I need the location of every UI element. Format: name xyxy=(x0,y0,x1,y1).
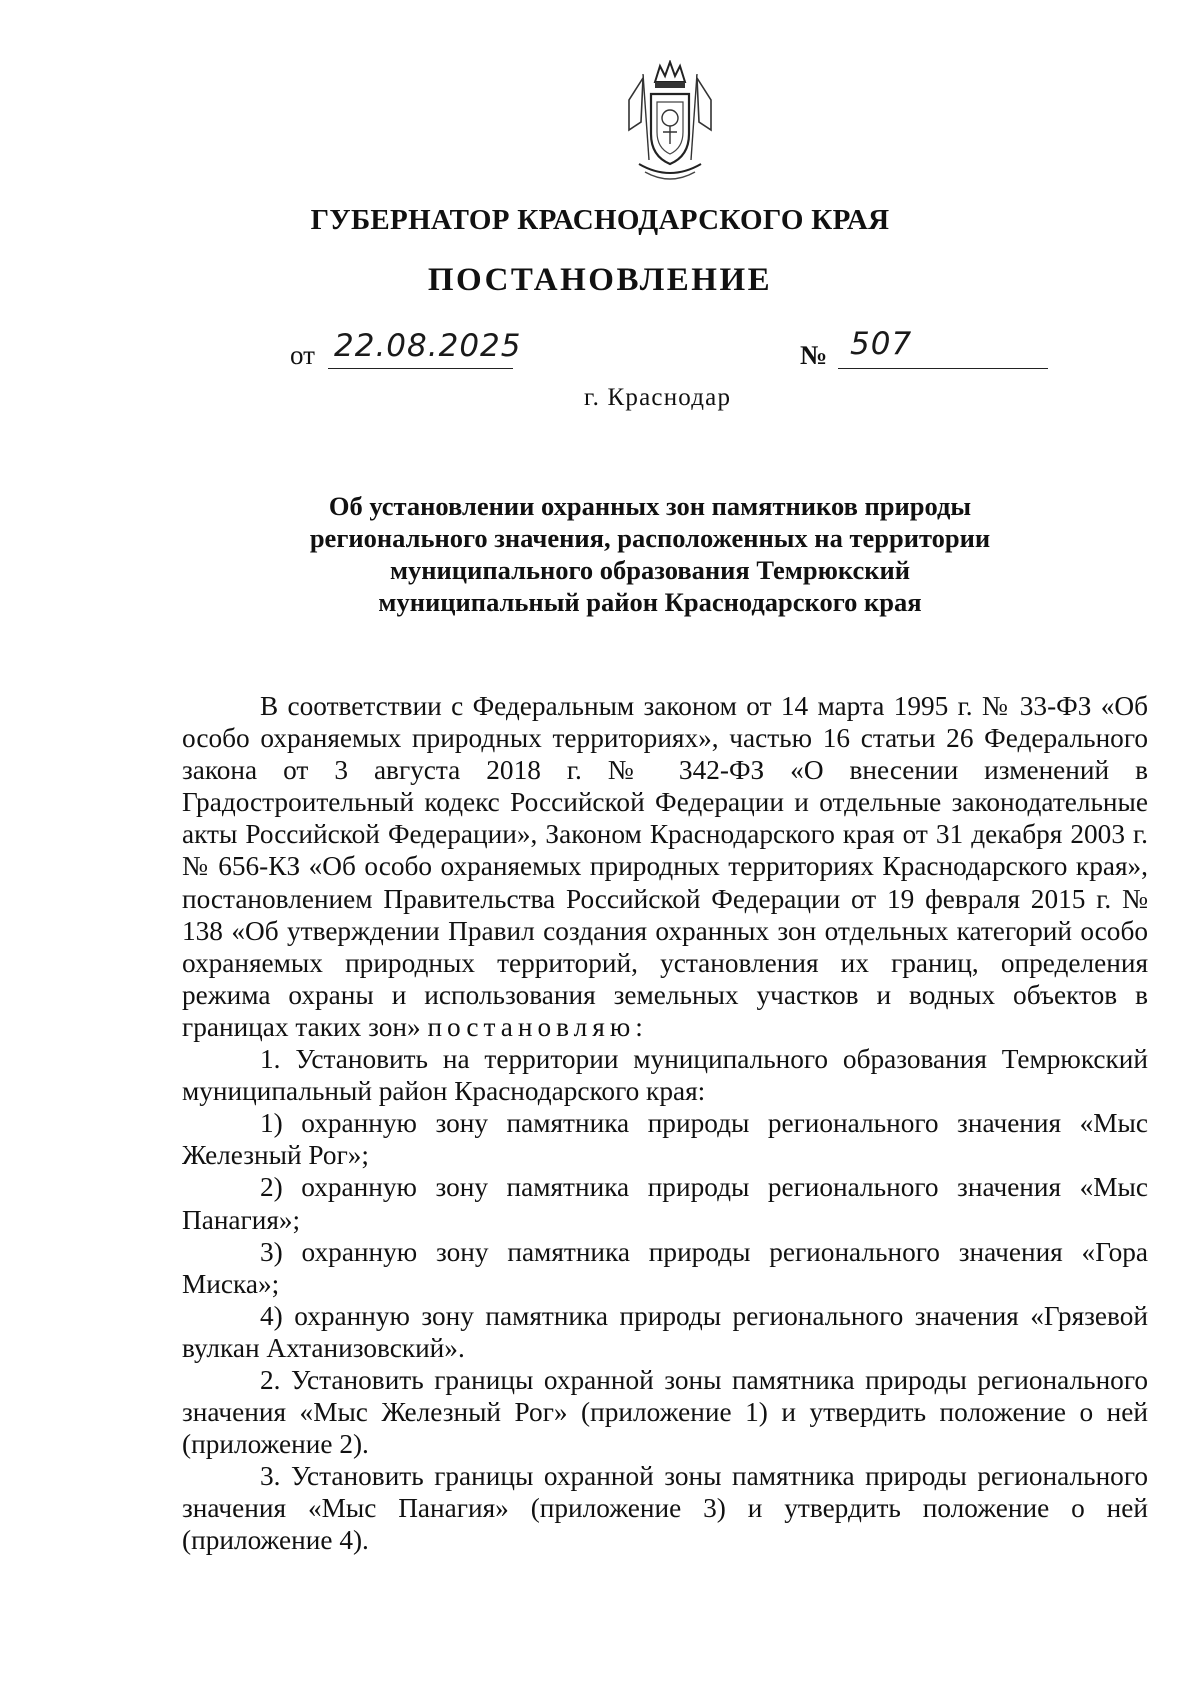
title-line: муниципального образования Темрюкский xyxy=(389,555,911,585)
date-underline xyxy=(328,368,513,369)
body-paragraph: 1. Установить на территории муниципального образования Темрюкский муниципальный район Краснодарского края: xyxy=(182,1044,1148,1107)
document-type-heading: ПОСТАНОВЛЕНИЕ xyxy=(427,262,773,298)
date-prefix: от xyxy=(290,340,315,370)
document-number: 507 xyxy=(850,326,913,362)
preamble-text: В соответствии с Федеральным законом от 14 марта 1995 г. № 33-ФЗ «Об особо охраняемых природных территориях», частью 16 статьи 26 Федерального закона от 3 августа 2018 г. № 342-ФЗ «О внесении изменений в Градостроительный кодекс Российской Федерации и отдельные законодательные акты Российской Федерации», Законом Краснодарского края от 31 декабря 2003 г. № 656-КЗ «Об особо охраняемых природных территориях Краснодарского края», постановлением Правительства Российской Федерации от 19 февраля 2015 г. № 138 «Об утверждении Правил создания охранных зон отдельных категорий особо охраняемых природных территорий, установления их границ, определения режима охраны и использования земельных участков и водных объектов в границах таких зон» xyxy=(182,691,1148,1042)
coat-of-arms-icon xyxy=(625,60,715,184)
body-paragraph: 1) охранную зону памятника природы регионального значения «Мыс Железный Рог»; xyxy=(182,1108,1148,1171)
decree-word: постановляю: xyxy=(427,1011,648,1042)
preamble-paragraph xyxy=(182,690,1148,1043)
document-body xyxy=(182,690,1148,1557)
city-label: г. Краснодар xyxy=(584,384,732,411)
title-line: регионального значения, расположенных на территории xyxy=(309,523,991,553)
body-paragraph: 3. Установить границы охранной зоны памятника природы регионального значения «Мыс Панагия» (приложение 3) и утвердить положение о ней (приложение 4). xyxy=(182,1461,1148,1556)
date-number-line xyxy=(290,322,1050,372)
document-title xyxy=(250,490,1050,618)
number-sign: № xyxy=(800,340,828,370)
body-paragraph: 3) охранную зону памятника природы регионального значения «Гора Миска»; xyxy=(182,1236,1148,1299)
title-line: муниципальный район Краснодарского края xyxy=(378,587,922,617)
document-date: 22.08.2025 xyxy=(334,328,522,364)
body-paragraph: 2. Установить границы охранной зоны памятника природы регионального значения «Мыс Железный Рог» (приложение 1) и утвердить положение о ней (приложение 2). xyxy=(182,1364,1148,1460)
body-paragraph: 2) охранную зону памятника природы регионального значения «Мыс Панагия»; xyxy=(182,1172,1148,1235)
number-underline xyxy=(838,368,1048,369)
authority-heading: ГУБЕРНАТОР КРАСНОДАРСКОГО КРАЯ xyxy=(310,204,890,236)
title-line: Об установлении охранных зон памятников природы xyxy=(328,491,972,521)
body-paragraph: 4) охранную зону памятника природы регионального значения «Грязевой вулкан Ахтанизовский». xyxy=(182,1300,1148,1363)
